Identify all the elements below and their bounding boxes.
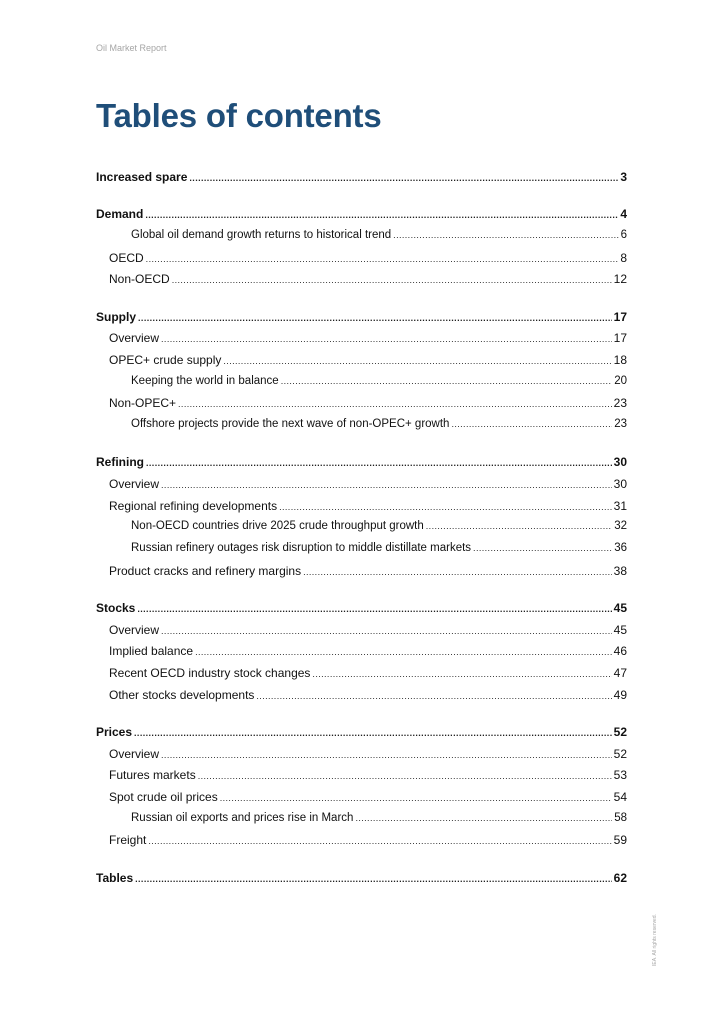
toc-dot-leader [146, 254, 619, 264]
toc-entry[interactable] [96, 310, 627, 326]
toc-entry-title: Supply [96, 309, 137, 324]
toc-dot-leader [279, 502, 612, 512]
toc-entry-title: Overview [109, 331, 160, 346]
toc-entry[interactable] [96, 564, 627, 580]
toc-entry-title: Russian refinery outages risk disruption to middle distillate markets [131, 542, 472, 554]
toc-entry[interactable] [96, 812, 627, 828]
toc-dot-leader [138, 313, 612, 323]
toc-dot-leader [146, 458, 612, 468]
toc-dot-leader [145, 210, 618, 220]
toc-entry[interactable] [96, 272, 627, 288]
toc-page-number: 31 [613, 498, 627, 513]
toc-entry[interactable] [96, 688, 627, 704]
toc-entry[interactable] [96, 725, 627, 741]
toc-entry-title: OPEC+ crude supply [109, 352, 222, 367]
toc-entry[interactable] [96, 871, 627, 887]
toc-entry-title: Global oil demand growth returns to historical trend [131, 228, 392, 241]
toc-dot-leader [426, 521, 612, 531]
toc-dot-leader [134, 728, 612, 738]
toc-dot-leader [312, 669, 611, 679]
toc-dot-leader [223, 356, 611, 366]
toc-entry-title: OECD [109, 250, 144, 265]
toc-entry-title: Futures markets [109, 768, 196, 783]
toc-entry[interactable] [96, 644, 627, 660]
toc-entry[interactable] [96, 747, 627, 763]
toc-entry-title: Product cracks and refinery margins [109, 563, 302, 578]
toc-entry-title: Offshore projects provide the next wave of non-OPEC+ growth [131, 418, 450, 430]
toc-entry-title: Other stocks developments [109, 687, 255, 702]
page-title: Tables of contents [96, 97, 382, 134]
toc-page-number: 20 [614, 374, 627, 387]
toc-page-number: 38 [613, 563, 627, 578]
toc-page-number: 30 [613, 476, 627, 491]
toc-entry-title: Regional refining developments [109, 498, 278, 513]
toc-dot-leader [189, 173, 618, 183]
toc-page-number: 12 [613, 272, 627, 287]
toc-page-number: 8 [620, 250, 627, 265]
toc-dot-leader [161, 480, 612, 490]
toc-dot-leader [281, 376, 613, 386]
toc-entry-title: Non-OECD countries drive 2025 crude throughput growth [131, 520, 424, 533]
toc-entry[interactable] [96, 499, 627, 515]
toc-dot-leader [393, 230, 618, 240]
toc-dot-leader [303, 567, 612, 577]
toc-page-number: 6 [620, 228, 627, 241]
toc-entry[interactable] [96, 833, 627, 849]
toc-entry[interactable] [96, 477, 627, 493]
toc-page-number: 53 [613, 768, 627, 783]
toc-entry-title: Non-OECD [109, 272, 170, 287]
toc-page-number: 30 [613, 455, 627, 470]
toc-page-number: 17 [613, 309, 627, 324]
toc-entry-title: Refining [96, 455, 144, 470]
toc-dot-leader [161, 626, 612, 636]
toc-dot-leader [135, 874, 612, 884]
toc-page-number: 59 [613, 833, 627, 848]
toc-page-number: 52 [613, 724, 627, 739]
toc-page-number: 45 [613, 622, 627, 637]
toc-entry-title: Recent OECD industry stock changes [109, 666, 311, 680]
toc-entry[interactable] [96, 455, 627, 471]
toc-entry-title: Russian oil exports and prices rise in March [131, 811, 354, 824]
toc-entry[interactable] [96, 207, 627, 223]
toc-entry[interactable] [96, 520, 627, 536]
toc-dot-leader [178, 399, 612, 409]
toc-entry-title: Overview [109, 476, 160, 491]
toc-entry-title: Freight [109, 833, 147, 848]
toc-dot-leader [198, 771, 612, 781]
toc-entry[interactable] [96, 418, 627, 434]
toc-entry[interactable] [96, 331, 627, 347]
toc-page-number: 36 [614, 542, 627, 554]
toc-page-number: 49 [613, 687, 627, 702]
toc-dot-leader [148, 836, 611, 846]
toc-dot-leader [195, 647, 612, 657]
toc-entry[interactable] [96, 601, 627, 617]
toc-entry-title: Demand [96, 207, 144, 222]
toc-dot-leader [220, 793, 612, 803]
toc-page-number: 58 [614, 811, 627, 824]
toc-entry[interactable] [96, 790, 627, 806]
toc-page-number: 45 [613, 600, 627, 615]
toc-entry[interactable] [96, 542, 627, 558]
copyright-notice: IEA. All rights reserved. [652, 914, 658, 966]
toc-page-number: 17 [613, 331, 627, 346]
toc-dot-leader [256, 691, 611, 701]
toc-entry-title: Spot crude oil prices [109, 790, 218, 804]
toc-entry-title: Increased spare [96, 170, 188, 184]
toc-page-number: 54 [613, 790, 627, 804]
toc-page-number: 23 [614, 418, 627, 430]
toc-entry[interactable] [96, 666, 627, 682]
running-header: Oil Market Report [96, 43, 167, 53]
toc-entry[interactable] [96, 375, 627, 391]
toc-dot-leader [161, 750, 612, 760]
toc-entry[interactable] [96, 229, 627, 245]
toc-page-number: 18 [613, 352, 627, 367]
toc-page-number: 3 [620, 170, 627, 184]
toc-entry-title: Tables [96, 870, 134, 885]
toc-entry-title: Overview [109, 622, 160, 637]
toc-entry-title: Overview [109, 746, 160, 761]
toc-entry-title: Stocks [96, 600, 136, 615]
toc-entry-title: Non-OPEC+ [109, 396, 177, 411]
toc-entry[interactable] [96, 251, 627, 267]
toc-page-number: 47 [613, 666, 627, 680]
toc-dot-leader [355, 813, 612, 823]
toc-page-number: 62 [613, 870, 627, 885]
toc-entry-title: Implied balance [109, 644, 194, 659]
toc-page-number: 4 [620, 207, 627, 222]
toc-entry[interactable] [96, 768, 627, 784]
toc-page-number: 32 [614, 520, 627, 533]
toc-entry[interactable] [96, 170, 627, 186]
toc-entry-title: Prices [96, 724, 133, 739]
toc-page-number: 52 [613, 746, 627, 761]
toc-entry[interactable] [96, 353, 627, 369]
toc-page-number: 23 [613, 396, 627, 411]
toc-dot-leader [451, 419, 612, 429]
toc-entry-title: Keeping the world in balance [131, 374, 279, 387]
toc-page-number: 46 [613, 644, 627, 659]
toc-dot-leader [473, 543, 612, 553]
toc-dot-leader [161, 334, 612, 344]
toc-dot-leader [137, 604, 611, 614]
toc-entry[interactable] [96, 396, 627, 412]
toc-dot-leader [172, 275, 612, 285]
toc-entry[interactable] [96, 623, 627, 639]
